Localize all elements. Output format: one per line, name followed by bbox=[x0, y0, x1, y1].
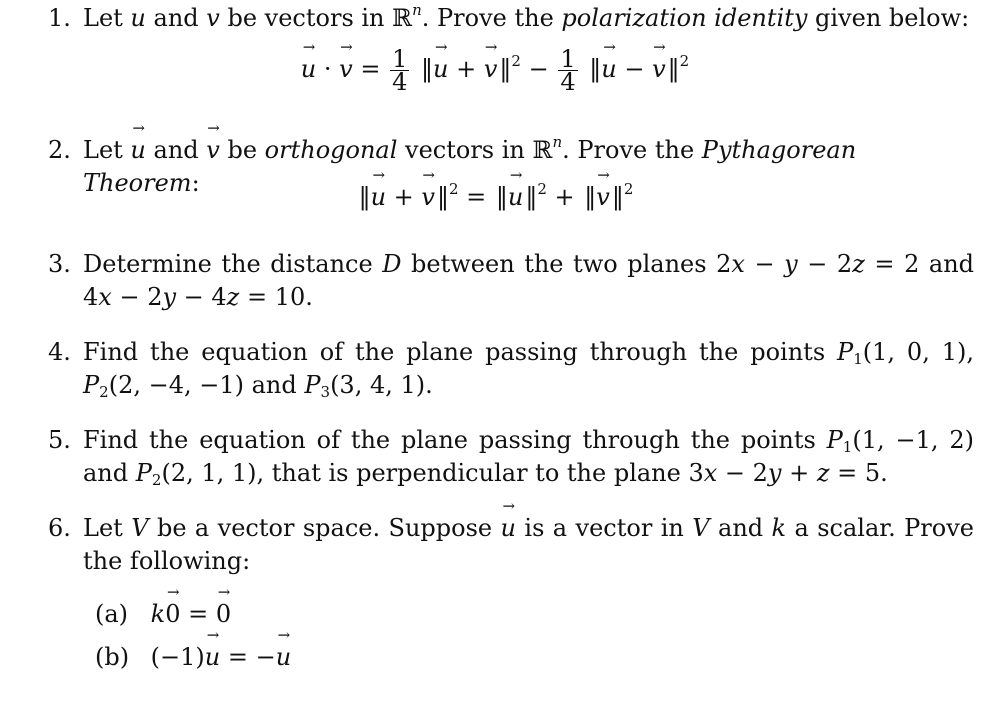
pythagorean-equation: ‖→ u + → v‖ $^2$ = ‖→ u‖ $^2$ + ‖→ v‖ $^2$ bbox=[0, 181, 990, 214]
problem-text: Determine the distance D between the two planes 2x − y − 2z = 2 and 4x − 2y − 4z = 10. bbox=[83, 250, 975, 311]
problem-text: Find the equation of the plane passing through the points $P_1(1$, 0, 1), $P_2(2$, −4, −1) and $P_3(3$, 4, 1). bbox=[83, 338, 974, 401]
problem-number: 5. bbox=[48, 426, 71, 454]
problem-text: Let → u and → v be vectors in ℝ$^n$. Prove the polarization identity given below: bbox=[83, 2, 974, 35]
problem-number: 3. bbox=[48, 250, 71, 278]
problem-text: Find the equation of the plane passing through the points $P_1(1$, −1, 2) and $P_2(2$, 1, 1), that is perpendicular to the plane 3x − 2y + z = 5. bbox=[83, 426, 974, 489]
problem-number: 1. bbox=[48, 4, 71, 32]
part-equation: (−1)→ u = −→ u bbox=[151, 643, 292, 671]
problem-text: Let V be a vector space. Suppose → u is a vector in V and k a scalar. Prove the following: bbox=[83, 512, 974, 578]
part-label: (a) bbox=[95, 600, 129, 628]
problem-number: 4. bbox=[48, 338, 71, 366]
problem-number: 2. bbox=[48, 136, 71, 164]
polarization-identity-equation: → u · → v = $\frac{1}{4}$ ‖→ u + → v‖ $^2$ − $\frac{1}{4}$ ‖→ u − → v‖ $^2$ bbox=[0, 48, 990, 93]
problem-6-part-b bbox=[95, 641, 291, 674]
part-equation: k→ 0 = → 0 bbox=[151, 600, 231, 628]
problem-number: 6. bbox=[48, 514, 71, 542]
part-label: (b) bbox=[95, 643, 130, 671]
problem-text: Let → u and → v be orthogonal vectors in ℝ$^n$. Prove the Pythagorean Theorem: bbox=[83, 134, 974, 200]
